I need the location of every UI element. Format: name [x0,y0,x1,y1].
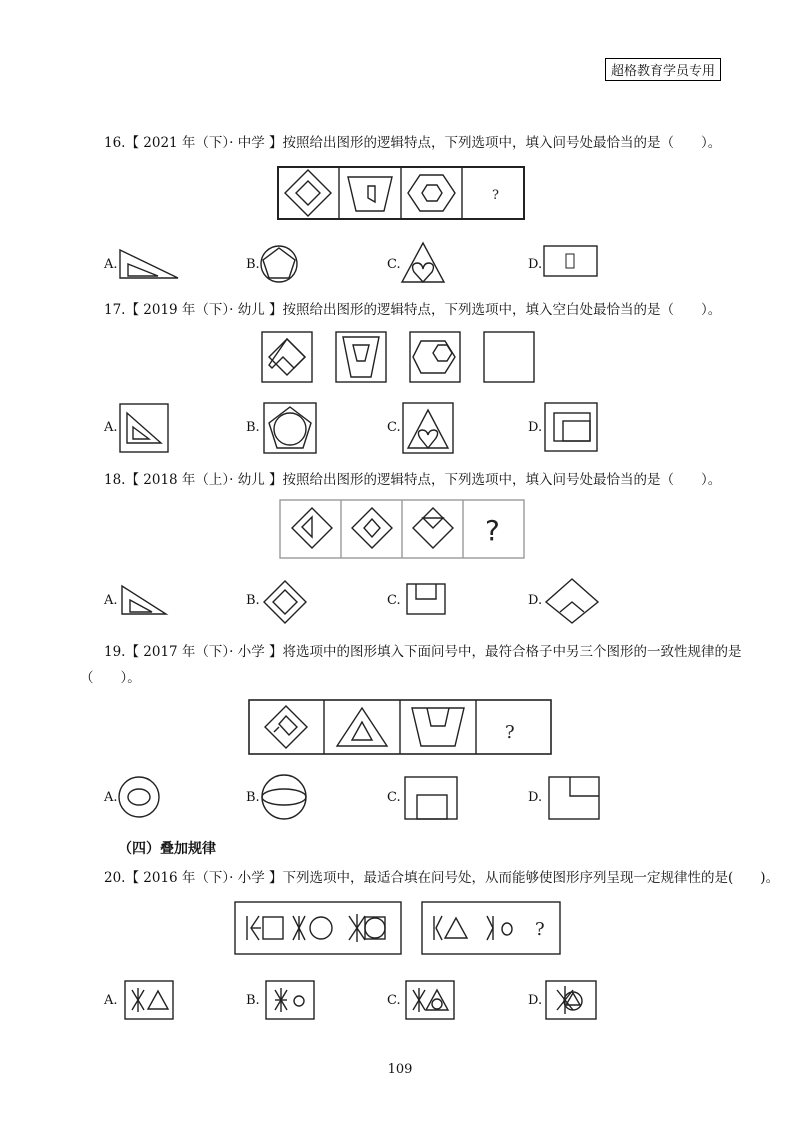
question-16-text: 16.【 2021 年（下）· 中学 】按照给出图形的逻辑特点，下列选项中，填入问号处最恰当的是（ ）。 [104,135,722,151]
option-c-label[interactable]: C. [387,790,401,805]
option-b-figure[interactable] [265,980,315,1020]
question-mark: ? [492,188,499,203]
option-d-figure[interactable] [548,776,600,820]
option-b-figure[interactable] [263,402,317,454]
question-19-text-cont: （ ）。 [80,670,141,686]
option-b-label[interactable]: B. [246,593,260,608]
question-20-figure [235,902,560,954]
option-a-figure[interactable] [124,980,174,1020]
option-b-label[interactable]: B. [246,420,260,435]
question-19-text: 19.【 2017 年（下）· 小学 】将选项中的图形填入下面问号中，最符合格子中另三个图形的一致性规律的是 [104,644,742,660]
option-a-label[interactable]: A. [104,790,118,805]
option-c-figure[interactable] [402,402,454,454]
option-d-label[interactable]: D. [528,790,543,805]
option-c-figure[interactable] [406,583,446,615]
option-c-figure[interactable] [404,776,458,820]
option-d-label[interactable]: D. [528,593,543,608]
question-17-text: 17.【 2019 年（下）· 幼儿 】按照给出图形的逻辑特点，下列选项中，填入空白处最恰当的是（ ）。 [104,302,722,318]
option-c-label[interactable]: C. [387,420,401,435]
section-title: （四）叠加规律 [118,841,216,857]
option-b-label[interactable]: B. [246,257,260,272]
option-b-figure[interactable] [263,580,307,624]
option-c-figure[interactable] [400,242,446,284]
header-badge: 超格教育学员专用 [605,58,721,81]
option-d-figure[interactable] [545,980,597,1020]
option-b-figure[interactable] [261,774,307,820]
option-c-label[interactable]: C. [387,257,401,272]
option-b-label[interactable]: B. [246,993,260,1008]
option-a-label[interactable]: A. [104,257,118,272]
question-mark: ? [485,514,500,547]
question-mark: ? [505,722,515,743]
option-d-figure[interactable] [544,402,598,452]
option-d-figure[interactable] [544,578,600,624]
question-20-text: 20.【 2016 年（下）· 小学 】下列选项中，最适合填在问号处，从而能够使图形序列呈现一定规律性的是( )。 [104,870,780,886]
option-a-figure[interactable] [120,584,168,616]
question-18-figure [280,500,524,558]
option-a-figure[interactable] [119,403,169,453]
question-17-figure [261,331,535,383]
option-a-figure[interactable] [118,248,180,280]
question-16-figure [278,167,524,219]
option-b-figure[interactable] [260,245,300,283]
option-d-label[interactable]: D. [528,993,543,1008]
option-d-label[interactable]: D. [528,257,543,272]
option-a-label[interactable]: A. [104,593,118,608]
option-d-figure[interactable] [543,245,598,277]
option-d-label[interactable]: D. [528,420,543,435]
question-19-figure [249,700,551,754]
question-mark: ? [535,919,545,940]
page-number: 109 [387,1062,413,1077]
option-c-label[interactable]: C. [387,993,401,1008]
option-c-label[interactable]: C. [387,593,401,608]
option-b-label[interactable]: B. [246,790,260,805]
option-a-figure[interactable] [118,776,160,818]
option-c-figure[interactable] [405,980,455,1020]
option-a-label[interactable]: A. [104,420,118,435]
option-a-label[interactable]: A. [104,993,118,1008]
question-18-text: 18.【 2018 年（上）· 幼儿 】按照给出图形的逻辑特点，下列选项中，填入问号处最恰当的是（ ）。 [104,472,722,488]
